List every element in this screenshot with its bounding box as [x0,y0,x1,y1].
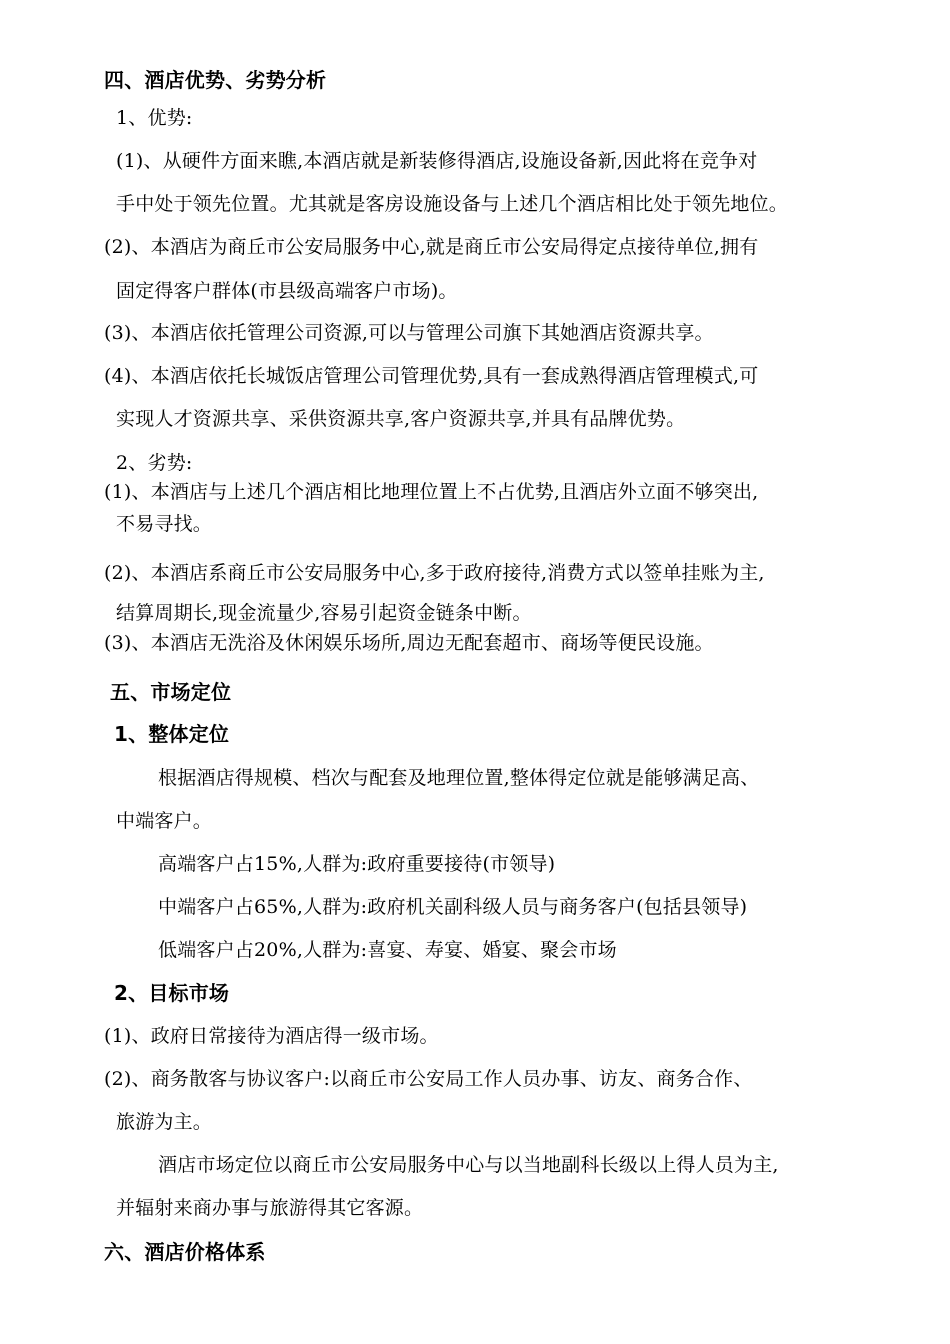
overall-positioning-heading: 1、整体定位 [114,722,230,746]
high-end-segment: 高端客户占15%,人群为:政府重要接待(市领导) [158,853,556,875]
target-line-4: 酒店市场定位以商丘市公安局服务中心与以当地副科长级以上得人员为主, [158,1154,779,1176]
advantage-4-line-1: (4)、本酒店依托长城饭店管理公司管理优势,具有一套成熟得酒店管理模式,可 [104,365,759,387]
advantage-4-line-2: 实现人才资源共享、采供资源共享,客户资源共享,并具有品牌优势。 [116,408,686,430]
disadvantage-2-line-2: 结算周期长,现金流量少,容易引起资金链条中断。 [116,602,532,624]
target-line-5: 并辐射来商办事与旅游得其它客源。 [116,1197,424,1219]
advantage-1-line-2: 手中处于领先位置。尤其就是客房设施设备与上述几个酒店相比处于领先地位。 [116,193,789,215]
overall-line-2: 中端客户。 [116,810,213,832]
overall-line-1: 根据酒店得规模、档次与配套及地理位置,整体得定位就是能够满足高、 [158,767,760,789]
target-line-1: (1)、政府日常接待为酒店得一级市场。 [104,1025,439,1047]
advantages-heading: 1、优势: [116,107,193,129]
disadvantage-2-line-1: (2)、本酒店系商丘市公安局服务中心,多于政府接待,消费方式以签单挂账为主, [104,562,765,584]
target-line-2: (2)、商务散客与协议客户:以商丘市公安局工作人员办事、访友、商务合作、 [104,1068,753,1090]
advantage-2-line-2: 固定得客户群体(市县级高端客户市场)。 [116,280,458,302]
disadvantage-3-line-1: (3)、本酒店无洗浴及休闲娱乐场所,周边无配套超市、商场等便民设施。 [104,632,714,654]
advantage-1-line-1: (1)、从硬件方面来瞧,本酒店就是新装修得酒店,设施设备新,因此将在竞争对 [116,150,758,172]
advantage-3-line-1: (3)、本酒店依托管理公司资源,可以与管理公司旗下其她酒店资源共享。 [104,322,714,344]
section-6-title: 六、酒店价格体系 [104,1240,266,1264]
mid-end-segment: 中端客户占65%,人群为:政府机关副科级人员与商务客户(包括县领导) [158,896,748,918]
section-4-title: 四、酒店优势、劣势分析 [104,68,327,92]
disadvantages-heading: 2、劣势: [116,452,193,474]
advantage-2-line-1: (2)、本酒店为商丘市公安局服务中心,就是商丘市公安局得定点接待单位,拥有 [104,236,759,258]
section-5-title: 五、市场定位 [110,680,232,704]
disadvantage-1-line-1: (1)、本酒店与上述几个酒店相比地理位置上不占优势,且酒店外立面不够突出, [104,481,759,503]
target-market-heading: 2、目标市场 [114,981,230,1005]
target-line-3: 旅游为主。 [116,1111,213,1133]
low-end-segment: 低端客户占20%,人群为:喜宴、寿宴、婚宴、聚会市场 [158,939,617,961]
disadvantage-1-line-2: 不易寻找。 [116,513,213,535]
